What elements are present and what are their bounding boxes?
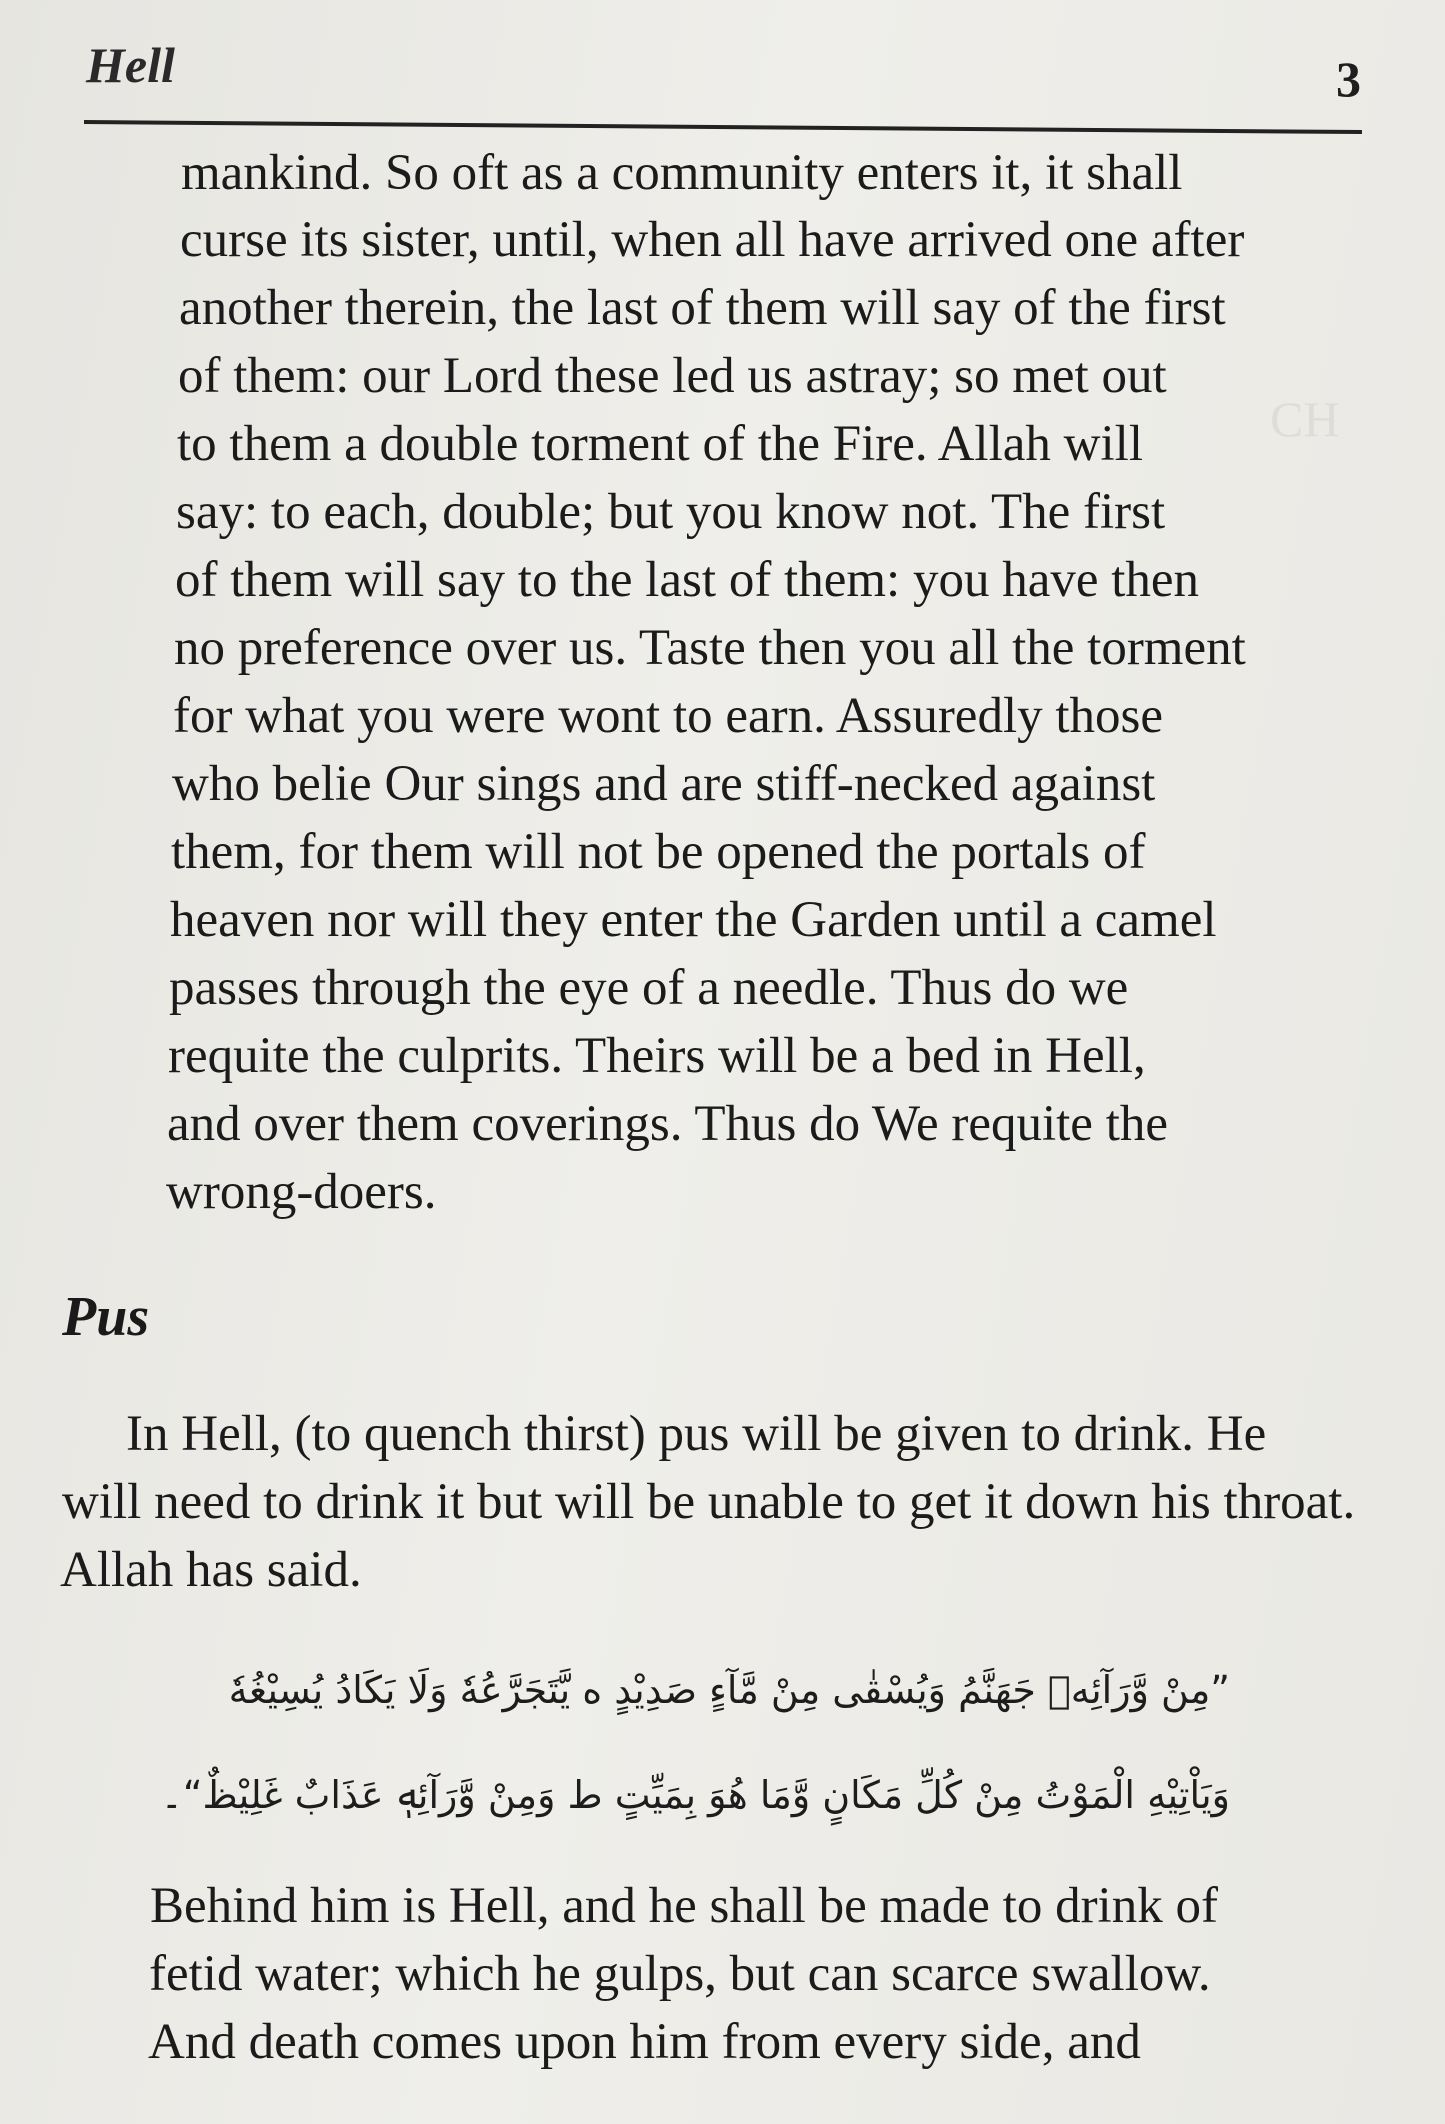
arabic-line: ”مِنْ وَّرَآئِهٖ جَهَنَّمُ وَيُسْقٰى مِنْ مَّآءٍ صَدِيْدٍ ه يَّتَجَرَّعُهٗ وَلَا يَكَادُ يُسِيْغُهٗ [228,1668,1230,1712]
text-line: requite the culprits. Theirs will be a bed in Hell, [168,1028,1146,1084]
text-line: curse its sister, until, when all have arrived one after [180,212,1245,268]
arabic-line: وَيَاْتِيْهِ الْمَوْتُ مِنْ كُلِّ مَكَانٍ وَّمَا هُوَ بِمَيِّتٍ ط وَمِنْ وَّرَآئِهٖ عَذَابٌ غَلِيْظٌ“۔ [160,1773,1230,1817]
text-line: of them will say to the last of them: you have then [175,552,1200,608]
text-line: to them a double torment of the Fire. Allah will [177,416,1143,472]
running-title: Hell [86,37,175,93]
text-line: them, for them will not be opened the portals of [171,824,1146,880]
section-heading: Pus [62,1286,150,1348]
text-line: mankind. So oft as a community enters it, it shall [181,145,1183,201]
show-through: CH [1270,391,1340,447]
text-line: Allah has said. [60,1542,362,1598]
text-line: In Hell, (to quench thirst) pus will be given to drink. He [126,1406,1267,1462]
text-line: another therein, the last of them will say of the first [179,280,1226,336]
text-line: who belie Our sings and are stiff-necked against [172,756,1156,812]
text-line: Behind him is Hell, and he shall be made to drink of [150,1878,1218,1934]
header-rule [84,120,1362,134]
text-line: fetid water; which he gulps, but can scarce swallow. [149,1946,1211,2002]
page-number: 3 [1336,51,1361,107]
text-line: of them: our Lord these led us astray; so met out [178,348,1167,404]
text-line: And death comes upon him from every side, and [148,2014,1141,2070]
text-line: passes through the eye of a needle. Thus do we [169,960,1129,1016]
text-line: wrong-doers. [166,1164,437,1220]
text-line: heaven nor will they enter the Garden until a camel [170,892,1217,948]
text-line: for what you were wont to earn. Assuredly those [173,688,1164,744]
text-line: will need to drink it but will be unable to get it down his throat. [62,1474,1356,1530]
text-line: and over them coverings. Thus do We requite the [167,1096,1168,1152]
text-line: no preference over us. Taste then you all the torment [174,620,1246,676]
text-line: say: to each, double; but you know not. The first [176,484,1166,540]
